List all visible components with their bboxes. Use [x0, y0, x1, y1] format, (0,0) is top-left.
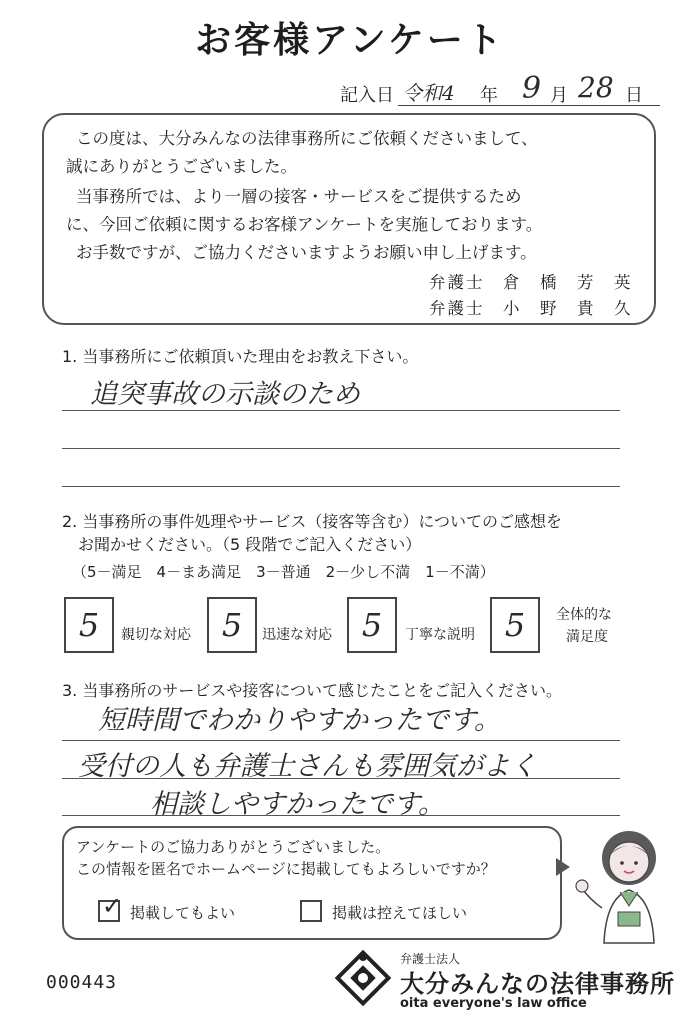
intro-line: に、今回ご依頼に関するお客様アンケートを実施しております。: [66, 215, 543, 234]
firm-type-label: 弁護士法人: [400, 952, 461, 966]
answer-1[interactable]: 追突事故の示談のため: [90, 379, 360, 410]
rating-label-explanation: 丁寧な説明: [405, 627, 475, 643]
date-label: 記入日: [340, 85, 394, 106]
consent-no-checkbox[interactable]: [300, 900, 322, 922]
answer-line: [62, 778, 620, 779]
rating-box-explanation[interactable]: 5: [347, 597, 397, 653]
date-era[interactable]: 令和4: [402, 81, 455, 105]
day-label: 日: [625, 85, 643, 106]
answer-line: [62, 486, 620, 487]
rating-label-overall-2: 満足度: [566, 629, 608, 645]
speech-tail: [556, 858, 570, 876]
lawyer-name: 弁護士 倉 橋 芳 英: [429, 273, 633, 292]
answer-line: [62, 448, 620, 449]
consent-yes-checkbox[interactable]: [98, 892, 123, 922]
answer-3-line[interactable]: 短時間でわかりやすかったです。: [98, 705, 501, 736]
date-row: [340, 71, 670, 109]
answer-line: [62, 410, 620, 411]
intro-line: 誠にありがとうございました。: [66, 157, 297, 176]
page-title: お客様アンケート: [195, 20, 505, 61]
rating-label-speed: 迅速な対応: [262, 627, 332, 643]
lawyer-name: 弁護士 小 野 貴 久: [429, 299, 633, 318]
serial-number: 000443: [46, 972, 118, 993]
year-label: 年: [480, 85, 498, 106]
check-mark-icon: ✓: [102, 892, 123, 920]
intro-line: お手数ですが、ご協力くださいますようお願い申し上げます。: [76, 243, 537, 262]
question-1: 1. 当事務所にご依頼頂いた理由をお教え下さい。: [62, 347, 419, 366]
question-3: 3. 当事務所のサービスや接客について感じたことをご記入ください。: [62, 681, 563, 700]
rating-label-kind: 親切な対応: [121, 627, 191, 643]
intro-line: この度は、大分みんなの法律事務所にご依頼くださいまして、: [76, 129, 538, 148]
month-label: 月: [550, 85, 568, 106]
question-2-line2: お聞かせください。（5 段階でご記入ください）: [78, 535, 422, 554]
scale-legend: （5－満足 4－まあ満足 3－普通 2－少し不満 1－不満）: [72, 563, 495, 581]
consent-no-label: 掲載は控えてほしい: [332, 904, 468, 922]
rating-label-overall: 全体的な: [556, 607, 612, 623]
receptionist-illustration-icon: [574, 818, 684, 948]
firm-logo-icon: [334, 949, 392, 1007]
answer-line: [62, 815, 620, 816]
date-underline: [398, 105, 660, 106]
answer-3-line[interactable]: 相談しやすかったです。: [150, 789, 445, 820]
rating-box-speed[interactable]: 5: [207, 597, 257, 653]
firm-name-english: oita everyone's law office: [400, 996, 587, 1011]
answer-3-line[interactable]: 受付の人も弁護士さんも雰囲気がよく: [78, 751, 537, 782]
answer-line: [62, 740, 620, 741]
firm-name: 大分みんなの法律事務所: [400, 970, 675, 998]
date-day[interactable]: 28: [578, 71, 614, 104]
intro-line: 当事務所では、より一層の接客・サービスをご提供するため: [76, 187, 522, 206]
consent-yes-label: 掲載してもよい: [130, 904, 236, 922]
rating-box-overall[interactable]: 5: [490, 597, 540, 653]
consent-thanks: アンケートのご協力ありがとうございました。: [76, 838, 391, 856]
intro-box: [42, 113, 656, 325]
consent-question: この情報を匿名でホームページに掲載してもよろしいですか？: [76, 860, 496, 878]
rating-box-kind[interactable]: 5: [64, 597, 114, 653]
consent-box: [62, 826, 562, 940]
question-2: 2. 当事務所の事件処理やサービス（接客等含む）についてのご感想を: [62, 512, 563, 531]
date-month[interactable]: 9: [522, 71, 542, 106]
